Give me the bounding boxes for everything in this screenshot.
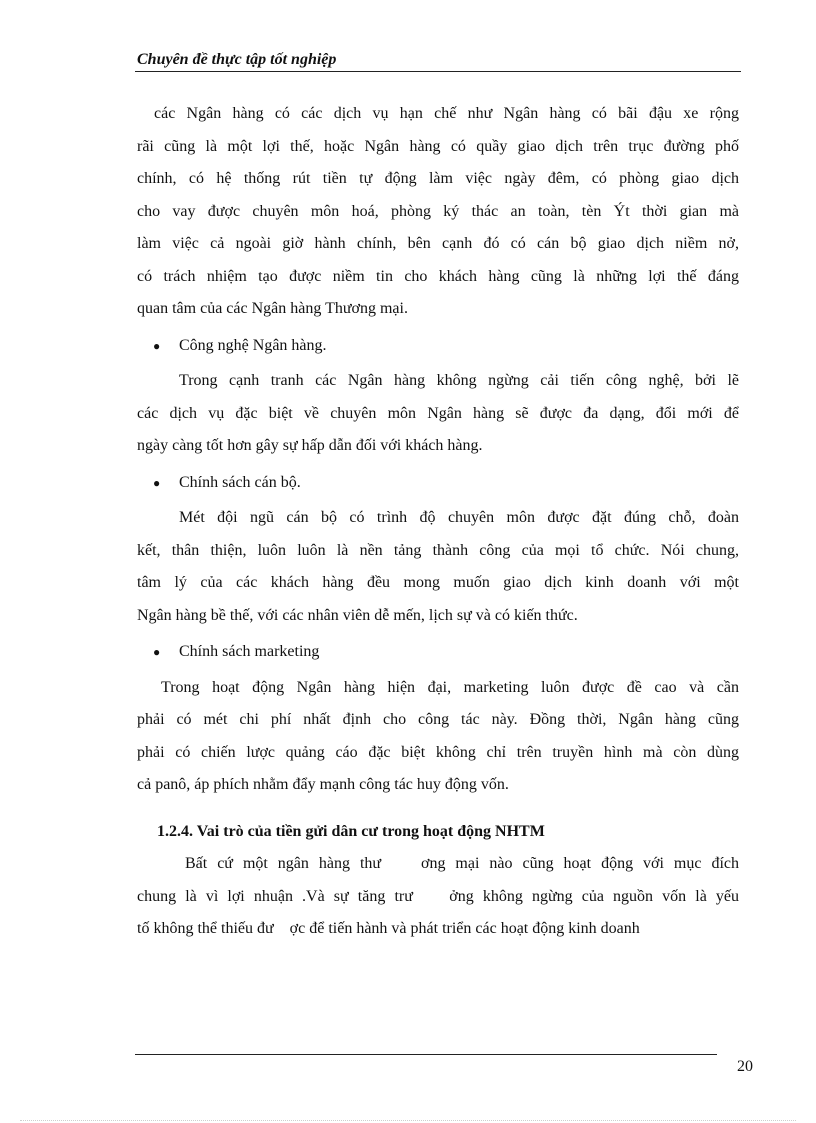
bullet-label: Công nghệ Ngân hàng.	[179, 336, 327, 354]
text-line: Trong hoạt động Ngân hàng hiện đại, marketing luôn được đề cao và cần	[161, 678, 739, 696]
bullet-icon: ●	[153, 475, 161, 490]
text-line: chính, có hệ thống rút tiền tự động làm việc ngày đêm, có phòng giao dịch	[137, 170, 739, 187]
text-line: cả panô, áp phích nhằm đẩy mạnh công tác huy động vốn.	[137, 776, 509, 793]
page-bottom-border	[20, 1120, 796, 1121]
document-body	[137, 98, 739, 946]
text-line: Ngân hàng bề thế, với các nhân viên dễ mến, lịch sự và có kiến thức.	[137, 606, 578, 624]
text-line: tâm lý của các khách hàng đều mong muốn giao dịch kinh doanh với một	[137, 574, 739, 591]
text-line: có trách nhiệm tạo được niềm tin cho khách hàng cũng là những lợi thế đáng	[137, 267, 739, 285]
text-line: làm việc cả ngoài giờ hành chính, bên cạnh đó có cán bộ giao dịch niềm nở,	[137, 235, 739, 252]
bullet-item-technology	[137, 330, 739, 363]
bullet-icon: ●	[153, 645, 161, 659]
text-line: phải có chiến lược quảng cáo đặc biệt không chỉ trên truyền hình mà còn dùng	[137, 743, 739, 761]
paragraph-1	[137, 98, 739, 326]
section-heading: 1.2.4. Vai trò của tiền gửi dân cư trong hoạt động NHTM	[157, 822, 545, 840]
bullet-item-staff-policy	[137, 467, 739, 500]
bullet-label: Chính sách marketing	[179, 643, 320, 660]
text-line: kết, thân thiện, luôn luôn là nền tảng thành công của mọi tổ chức. Nói chung,	[137, 541, 739, 559]
text-line: quan tâm của các Ngân hàng Thương mại.	[137, 300, 408, 317]
page-number: 20	[737, 1058, 753, 1075]
text-line: Trong cạnh tranh các Ngân hàng không ngừng cải tiến công nghệ, bởi lẽ	[179, 372, 739, 389]
text-line: các dịch vụ đặc biệt về chuyên môn Ngân hàng sẽ được đa dạng, đổi mới để	[137, 404, 739, 422]
footer-divider	[135, 1054, 717, 1055]
bullet-label: Chính sách cán bộ.	[179, 473, 301, 491]
bullet-item-marketing	[137, 636, 739, 669]
text-line: Bất cứ một ngân hàng thư ơng mại nào cũng hoạt động với mục đích	[185, 855, 739, 872]
text-line: tố không thể thiếu đư ợc để tiến hành và phát triển các hoạt động kinh doanh	[137, 920, 640, 937]
page-header-title: Chuyên đề thực tập tốt nghiệp	[137, 51, 337, 68]
text-line: chung là vì lợi nhuận .Và sự tăng trư ởng không ngừng của nguồn vốn là yếu	[137, 887, 739, 905]
text-line: Mét đội ngũ cán bộ có trình độ chuyên môn được đặt đúng chỗ, đoàn	[179, 509, 739, 526]
bullet-icon: ●	[153, 338, 161, 353]
text-line: ngày càng tốt hơn gây sự hấp dẫn đối với khách hàng.	[137, 437, 483, 454]
text-line: phải có mét chi phí nhất định cho công tác này. Đồng thời, Ngân hàng cũng	[137, 711, 739, 728]
text-line: cho vay được chuyên môn hoá, phòng ký thác an toàn, tèn Ýt thời gian mà	[137, 202, 739, 220]
paragraph-5	[137, 848, 739, 946]
text-line: rãi cũng là một lợi thế, hoặc Ngân hàng có quầy giao dịch trên trục đường phố	[137, 137, 739, 155]
text-line: các Ngân hàng có các dịch vụ hạn chế như Ngân hàng có bãi đậu xe rộng	[154, 105, 739, 122]
paragraph-3	[137, 502, 739, 632]
paragraph-4	[137, 672, 739, 802]
paragraph-2	[137, 365, 739, 463]
header-divider	[135, 71, 741, 72]
